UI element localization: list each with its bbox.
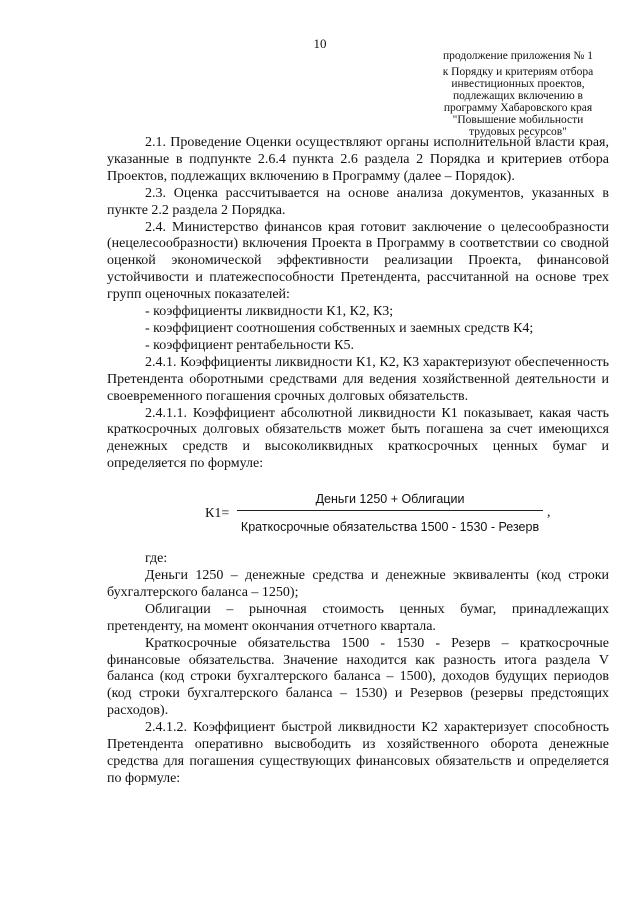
- paragraph: 2.3. Оценка рассчитывается на основе анализа документов, указанных в пункте 2.2 раздела 2 Порядка.: [107, 185, 609, 218]
- document-body: [107, 135, 609, 788]
- paragraph: Деньги 1250 – денежные средства и денежные эквиваленты (код строки бухгалтерского баланса – 1250);: [107, 568, 609, 600]
- formula-k1: [107, 492, 609, 547]
- appendix-line: "Повышение мобильности: [452, 114, 584, 126]
- bullet-item: - коэффициенты ликвидности К1, К2, К3;: [145, 304, 394, 320]
- appendix-line: к Порядку и критериям отбора: [442, 66, 594, 78]
- appendix-line: трудовых ресурсов": [469, 126, 567, 138]
- paragraph: Краткосрочные обязательства 1500 - 1530 - Резерв – краткосрочные финансовые обязательства. Значение находится как разность итога раздела V баланса (код строки бухгалтерского баланса – 1500), доходов будущих периодов (код строки бухгалтерского баланса – 1530) и Резервов (резервы предстоящих расходов).: [107, 635, 609, 719]
- paragraph: Облигации – рыночная стоимость ценных бумаг, принадлежащих претенденту, на момент окончания отчетного квартала.: [107, 601, 609, 634]
- paragraph: 2.4.1.2. Коэффициент быстрой ликвидности К2 характеризует способность Претендента оперативно высвободить из хозяйственного оборота денежные средства для погашения существующих финансовых обязательств и определяется по формуле:: [107, 720, 609, 786]
- paragraph: где:: [145, 551, 168, 567]
- formula-lhs: К1=: [205, 506, 230, 522]
- formula-denominator: Краткосрочные обязательства 1500 - 1530 - Резерв: [240, 520, 540, 535]
- paragraph: 2.4. Министерство финансов края готовит заключение о целесообразности (нецелесообразности) включения Проекта в Программу в соответствии со сводной оценкой экономической эффективности реализации Проекта, финансовой устойчивости и платежеспособности Претендента, рассчитанной на основе трех групп оценочных показателей:: [107, 219, 609, 303]
- appendix-line: подлежащих включению в: [453, 90, 583, 102]
- appendix-line: продолжение приложения № 1: [443, 50, 593, 62]
- appendix-header: [418, 50, 618, 138]
- paragraph: 2.4.1. Коэффициенты ликвидности К1, К2, К3 характеризуют обеспеченность Претендента оборотными средствами для ведения хозяйственной деятельности и своевременного погашения срочных долговых обязательств.: [107, 354, 609, 404]
- page-number: 10: [313, 36, 327, 51]
- formula-comma: ,: [547, 505, 551, 521]
- formula-numerator: Деньги 1250 + Облигации: [315, 492, 465, 507]
- bullet-item: - коэффициент соотношения собственных и заемных средств К4;: [145, 320, 534, 336]
- fraction-bar: [237, 510, 543, 511]
- bullet-item: - коэффициент рентабельности К5.: [145, 337, 354, 353]
- appendix-line: программу Хабаровского края: [443, 102, 593, 114]
- paragraph: 2.4.1.1. Коэффициент абсолютной ликвидности К1 показывает, какая часть краткосрочных долговых обязательств может быть погашена за счет имеющихся денежных средств и высоколиквидных краткосрочных ценных бумаг и определяется по формуле:: [107, 405, 609, 472]
- appendix-line: инвестиционных проектов,: [451, 78, 585, 90]
- paragraph: 2.1. Проведение Оценки осуществляют органы исполнительной власти края, указанные в подпункте 2.6.4 пункта 2.6 раздела 2 Порядка и критериев отбора Проектов, подлежащих включению в Программу (далее – Порядок).: [107, 135, 609, 184]
